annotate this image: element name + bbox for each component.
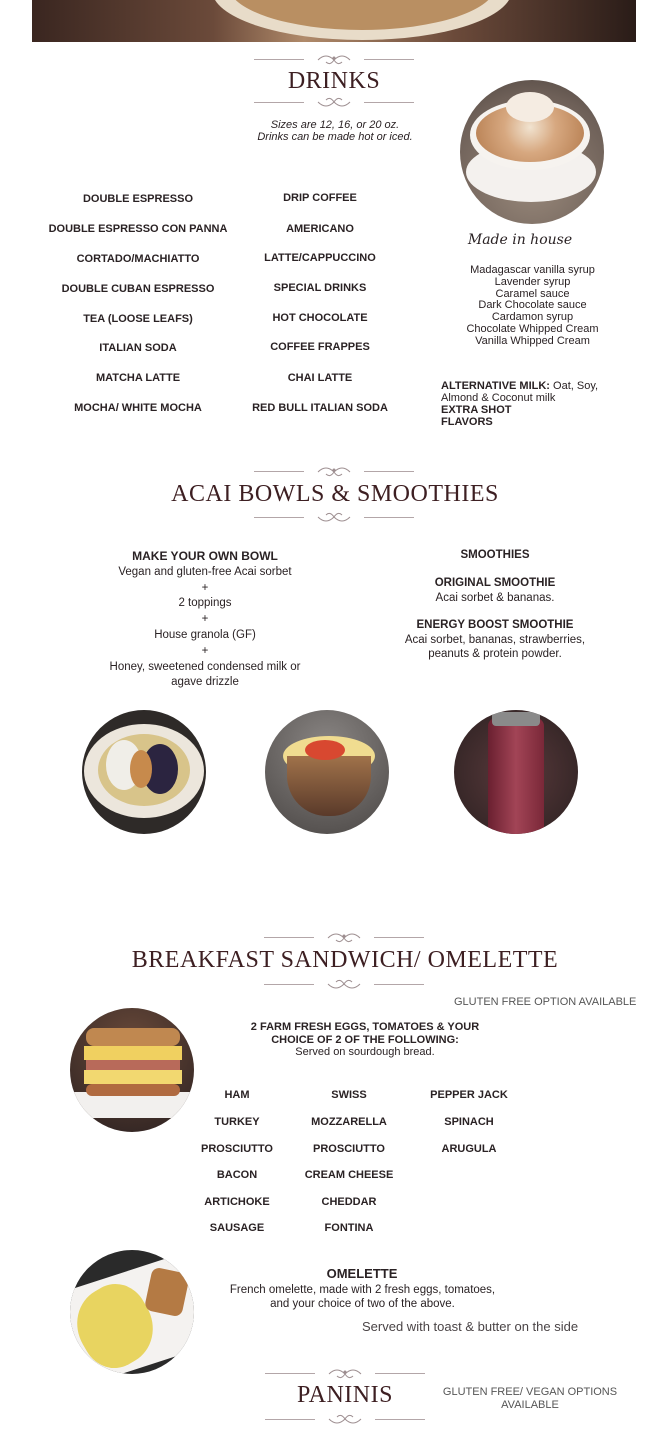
smoothie-jar-photo [454, 710, 578, 834]
cappuccino-photo [460, 80, 604, 224]
flavors: FLAVORS [441, 416, 493, 428]
breakfast-intro-line: 2 FARM FRESH EGGS, TOMATOES & YOUR [250, 1021, 480, 1033]
acai-bowl-photo [82, 710, 206, 834]
breakfast-option: CHEDDAR [321, 1196, 377, 1208]
energy-desc-line: Acai sorbet, bananas, strawberries, [404, 634, 586, 646]
drink-item: HOT CHOCOLATE [272, 312, 368, 324]
breakfast-option: ARTICHOKE [204, 1196, 270, 1208]
acai-ornament-bottom [254, 509, 414, 525]
breakfast-option: CREAM CHEESE [304, 1169, 394, 1181]
paninis-ornament-bottom [265, 1411, 425, 1427]
drink-item: DOUBLE ESPRESSO CON PANNA [48, 223, 228, 235]
bowl-line: House granola (GF) [154, 628, 256, 641]
alternative-milk-block [441, 380, 641, 428]
breakfast-option: FONTINA [324, 1222, 374, 1234]
alternative-milk-value2: Almond & Coconut milk [441, 392, 556, 404]
drink-item: MATCHA LATTE [95, 372, 181, 384]
breakfast-option: SAUSAGE [209, 1222, 265, 1234]
served-note: Served with toast & butter on the side [362, 1319, 579, 1334]
omelette-photo [70, 1250, 194, 1374]
made-in-house-item: Lavender syrup [494, 275, 571, 288]
smoothies-title: SMOOTHIES [460, 549, 530, 561]
drink-item: CORTADO/MACHIATTO [76, 253, 200, 265]
breakfast-option: PEPPER JACK [430, 1089, 508, 1101]
bowl-title: MAKE YOUR OWN BOWL [132, 549, 278, 563]
acai-title: ACAI BOWLS & SMOOTHIES [171, 481, 499, 507]
gluten-free-note: GLUTEN FREE OPTION AVAILABLE [454, 996, 637, 1008]
bowl-line: Honey, sweetened condensed milk or [109, 660, 301, 673]
original-smoothie-title: ORIGINAL SMOOTHIE [434, 577, 556, 589]
bowl-line: + [201, 644, 209, 657]
omelette-desc-line: and your choice of two of the above. [270, 1298, 455, 1310]
breakfast-sandwich-photo [70, 1008, 194, 1132]
paninis-note [430, 1386, 630, 1411]
made-in-house-item: Dark Chocolate sauce [478, 299, 587, 312]
made-in-house-item: Chocolate Whipped Cream [466, 322, 599, 335]
breakfast-option: SPINACH [444, 1116, 494, 1128]
alternative-milk-value: Oat, Soy, [549, 380, 599, 392]
made-in-house-title: Made in house [467, 232, 573, 248]
drink-item: RED BULL ITALIAN SODA [252, 402, 388, 414]
omelette-title: OMELETTE [326, 1266, 398, 1281]
paninis-note-line: AVAILABLE [501, 1398, 559, 1411]
drink-item: DOUBLE CUBAN ESPRESSO [61, 283, 215, 295]
omelette-desc [190, 1283, 535, 1311]
made-in-house-item: Madagascar vanilla syrup [470, 264, 595, 276]
made-in-house-item: Vanilla Whipped Cream [475, 334, 590, 347]
breakfast-option: ARUGULA [441, 1143, 497, 1155]
energy-desc-line: peanuts & protein powder. [428, 648, 562, 660]
drink-item: CHAI LATTE [287, 372, 353, 384]
drinks-sizes-note: Sizes are 12, 16, or 20 oz. [270, 119, 400, 131]
drink-item: MOCHA/ WHITE MOCHA [74, 402, 202, 414]
breakfast-title: BREAKFAST SANDWICH/ OMELETTE [131, 947, 559, 973]
bowl-line: agave drizzle [171, 676, 239, 689]
breakfast-option: SWISS [331, 1089, 367, 1101]
made-in-house-item: Caramel sauce [495, 287, 570, 300]
drink-item: ITALIAN SODA [99, 342, 177, 354]
bowl-line: 2 toppings [178, 597, 232, 610]
drinks-hot-iced-note: Drinks can be made hot or iced. [257, 131, 413, 143]
made-in-house-item: Cardamon syrup [491, 311, 574, 324]
breakfast-option: PROSCIUTTO [201, 1143, 273, 1155]
drinks-ornament-bottom [254, 94, 414, 110]
top-coffee-photo [32, 0, 636, 42]
alternative-milk-label: ALTERNATIVE MILK: [441, 380, 550, 392]
drinks-ornament-top [254, 52, 414, 68]
breakfast-option: PROSCIUTTO [313, 1143, 385, 1155]
breakfast-ornament-top [264, 930, 424, 946]
breakfast-option: BACON [216, 1169, 258, 1181]
bowl-line: Vegan and gluten-free Acai sorbet [118, 565, 292, 578]
breakfast-intro [200, 1021, 530, 1059]
breakfast-option: HAM [224, 1089, 250, 1101]
acai-ornament-top [254, 464, 414, 480]
original-smoothie-desc: Acai sorbet & bananas. [435, 592, 555, 604]
breakfast-intro-line: CHOICE OF 2 OF THE FOLLOWING: [271, 1033, 459, 1046]
extra-shot: EXTRA SHOT [441, 404, 512, 416]
drink-item: DRIP COFFEE [283, 192, 357, 204]
omelette-desc-line: French omelette, made with 2 fresh eggs, tomatoes, [229, 1284, 496, 1296]
breakfast-intro-line: Served on sourdough bread. [295, 1046, 435, 1058]
breakfast-ornament-bottom [264, 976, 424, 992]
drink-item: COFFEE FRAPPES [270, 341, 370, 353]
drink-item: LATTE/CAPPUCCINO [264, 252, 376, 264]
paninis-ornament-top [265, 1366, 425, 1382]
acai-cup-photo [265, 710, 389, 834]
drink-item: AMERICANO [286, 223, 354, 235]
bowl-line: + [201, 613, 209, 626]
breakfast-option: TURKEY [214, 1116, 260, 1128]
energy-smoothie-desc [370, 633, 620, 661]
energy-smoothie-title: ENERGY BOOST SMOOTHIE [416, 619, 574, 631]
paninis-note-line: GLUTEN FREE/ VEGAN OPTIONS [442, 1386, 618, 1398]
breakfast-option: MOZZARELLA [311, 1116, 387, 1128]
drink-item: TEA (LOOSE LEAFS) [83, 313, 193, 325]
paninis-title: PANINIS [297, 1382, 393, 1408]
bowl-line: + [201, 581, 209, 594]
make-your-own-bowl [80, 549, 330, 691]
made-in-house-list [430, 265, 635, 348]
drink-item: SPECIAL DRINKS [273, 282, 367, 294]
drinks-title: DRINKS [287, 68, 381, 94]
drink-item: DOUBLE ESPRESSO [82, 193, 194, 205]
